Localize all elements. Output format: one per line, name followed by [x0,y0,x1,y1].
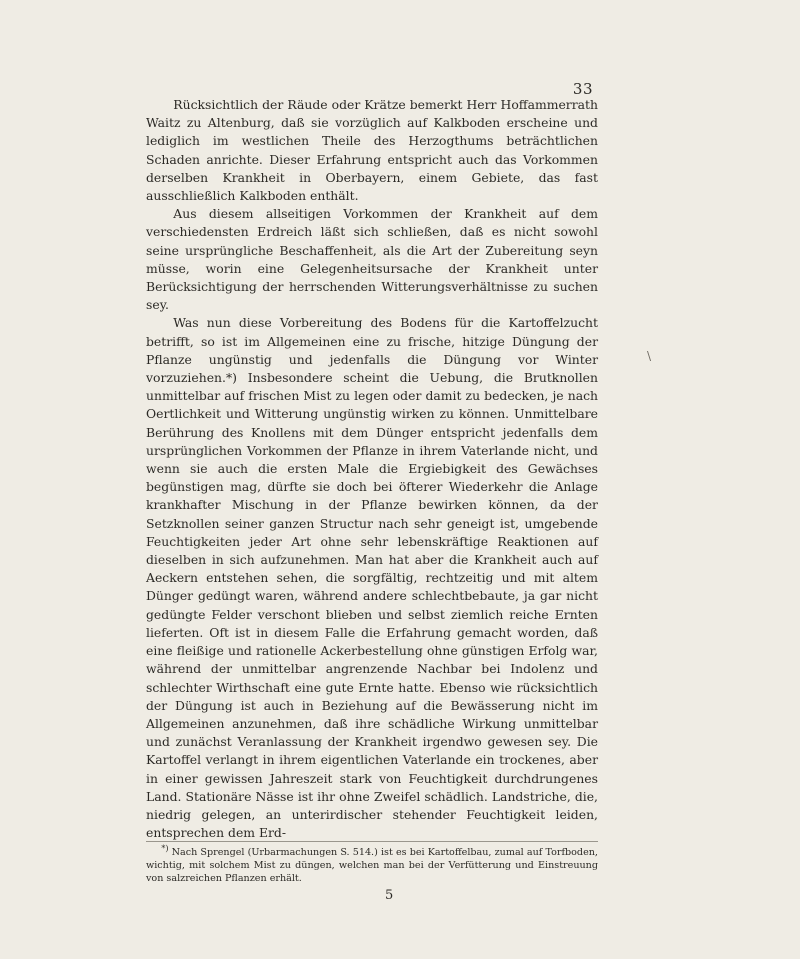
signature-mark: 5 [385,888,394,903]
body-text [146,96,598,842]
page-number: 33 [572,80,593,98]
margin-mark: \ [647,349,652,363]
footnote-divider [146,841,598,842]
footnote-text: Nach Sprengel (Urbarmachungen S. 514.) ist es bei Kartoffelbau, zumal auf Torfboden, wichtig, mit solchem Mist zu düngen, welchen man bei der Verfütterung und Einstreuung von salzreichen Pflanzen erhält. [146,847,598,885]
paragraph: Was nun diese Vorbereitung des Bodens für die Kartoffelzucht betrifft, so ist im Allgemeinen eine zu frische, hitzige Düngung der Pflanze ungünstig und jedenfalls die Düngung vor Winter vorzuziehen.*) Insbesondere scheint die Uebung, die Brutknollen unmittelbar auf frischen Mist zu legen oder damit zu bedecken, je nach Oertlichkeit und Witterung ungünstig wirken zu können. Unmittelbare Berührung des Knollens mit dem Dünger entspricht jedenfalls dem ursprünglichen Vorkommen der Pflanze in ihrem Vaterlande nicht, und wenn sie auch die ersten Male die Ergiebigkeit des Gewächses begünstigen mag, dürfte sie doch bei öfterer Wiederkehr die Anlage krankhafter Mischung in der Pflanze bewirken können, da der Setzknollen seiner ganzen Structur nach sehr geneigt ist, umgebende Feuchtigkeiten jeder Art ohne sehr lebenskräftige Reaktionen auf dieselben in sich aufzunehmen. Man hat aber die Krankheit auch auf Aeckern entstehen sehen, die sorgfältig, rechtzeitig und mit altem Dünger gedüngt waren, während andere schlechtbebaute, ja gar nicht gedüngte Felder verschont blieben und selbst ziemlich reiche Ernten lieferten. Oft ist in diesem Falle die Erfahrung gemacht worden, daß eine fleißige und rationelle Ackerbestellung ohne günstigen Erfolg war, während der unmittelbar angrenzende Nachbar bei Indolenz und schlechter Wirthschaft eine gute Ernte hatte. Ebenso wie rücksichtlich der Düngung ist auch in Beziehung auf die Bewässerung nicht im Allgemeinen anzunehmen, daß ihre schädliche Wirkung unmittelbar und zunächst Veranlassung der Krankheit irgendwo gewesen sey. Die Kartoffel verlangt in ihrem eigentlichen Vaterlande ein trockenes, aber in einer gewissen Jahreszeit stark von Feuchtigkeit durchdrungenes Land. Stationäre Nässe ist ihr ohne Zweifel schädlich. Landstriche, die, niedrig gelegen, an unterirdischer stehender Feuchtigkeit leiden, entsprechen dem Erd- [146,315,598,841]
footnote [146,843,598,886]
footnote-mark: *) [161,843,169,853]
paragraph: Aus diesem allseitigen Vorkommen der Krankheit auf dem verschiedensten Erdreich läßt sich schließen, daß es nicht sowohl seine ursprüngliche Beschaffenheit, als die Art der Zubereitung seyn müsse, worin eine Gelegenheitsursache der Krankheit unter Berücksichtigung der herrschenden Witterungsverhältnisse zu suchen sey. [146,206,598,313]
paragraph: Rücksichtlich der Räude oder Krätze bemerkt Herr Hoffammerrath Waitz zu Altenburg, daß sie vorzüglich auf Kalkboden erscheine und lediglich im westlichen Theile des Herzogthums beträchtlichen Schaden anrichte. Dieser Erfahrung entspricht auch das Vorkommen derselben Krankheit in Oberbayern, einem Gebiete, das fast ausschließlich Kalkboden enthält. [146,97,598,204]
